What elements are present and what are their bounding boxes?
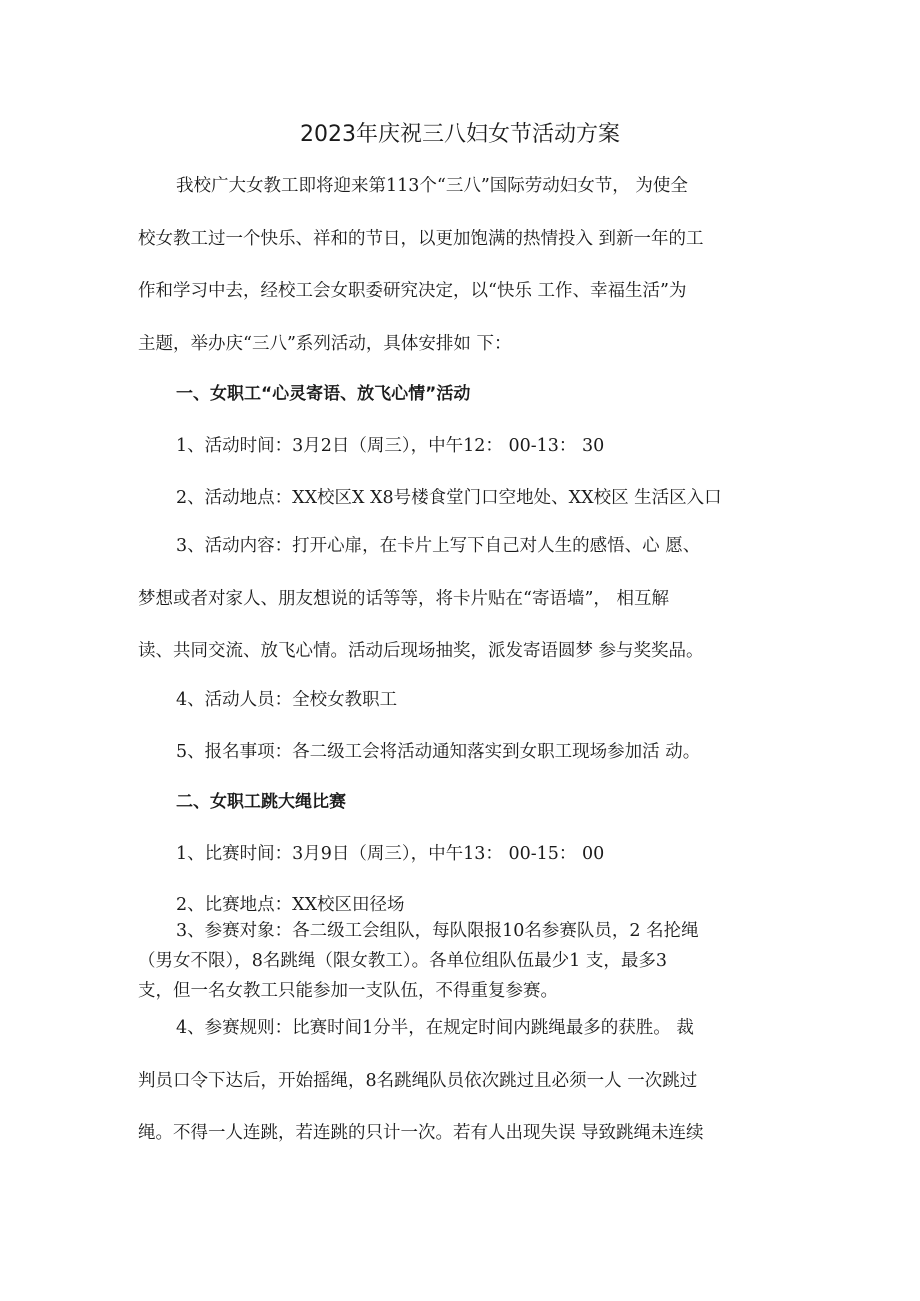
participants-line: 3、参赛对象：各二级工会组队，每队限报10名参赛队员，2 名抡绳 bbox=[176, 921, 699, 941]
section2-heading: 二、女职工跳大绳比赛 bbox=[176, 792, 346, 812]
rules-line: 4、参赛规则：比赛时间1分半，在规定时间内跳绳最多的获胜。 裁 bbox=[176, 1018, 694, 1038]
rules-line: 判员口令下达后，开始摇绳，8名跳绳队员依次跳过且必须一人 一次跳过 bbox=[138, 1070, 698, 1091]
intro-line: 主题，举办庆“三八”系列活动，具体安排如 下： bbox=[138, 333, 512, 354]
section2-item-location: 2、比赛地点：XX校区田径场 bbox=[176, 895, 405, 915]
intro-paragraph bbox=[138, 160, 798, 370]
section1-item-content bbox=[138, 520, 798, 678]
participants-line: 支，但一名女教工只能参加一支队伍，不得重复参赛。 bbox=[138, 981, 558, 1001]
content-line: 读、共同交流、放飞心情。活动后现场抽奖，派发寄语圆梦 参与奖奖品。 bbox=[138, 641, 704, 661]
intro-line: 作和学习中去，经校工会女职委研究决定，以“快乐 工作、幸福生活”为 bbox=[138, 281, 687, 301]
section2-item-rules bbox=[138, 1002, 798, 1160]
section1-item-time: 1、活动时间：3月2日（周三），中午12： 00-13： 30 bbox=[176, 436, 605, 456]
rules-line: 绳。不得一人连跳，若连跳的只计一次。若有人出现失误 导致跳绳未连续 bbox=[138, 1123, 704, 1143]
document-title: 2023年庆祝三八妇女节活动方案 bbox=[300, 122, 620, 147]
intro-line: 校女教工过一个快乐、祥和的节日，以更加饱满的热情投入 到新一年的工 bbox=[138, 228, 704, 249]
intro-line: 我校广大女教工即将迎来第113个“三八”国际劳动妇女节， 为使全 bbox=[176, 176, 688, 196]
section2-item-time: 1、比赛时间：3月9日（周三），中午13： 00-15： 00 bbox=[176, 844, 605, 864]
section1-item-registration: 5、报名事项：各二级工会将活动通知落实到女职工现场参加活 动。 bbox=[176, 742, 701, 762]
section2-item-participants bbox=[138, 916, 798, 1006]
section1-item-participants: 4、活动人员：全校女教职工 bbox=[176, 690, 398, 710]
content-line: 3、活动内容：打开心扉，在卡片上写下自己对人生的感悟、心 愿、 bbox=[176, 536, 701, 556]
participants-line: （男女不限），8名跳绳（限女教工）。各单位组队伍最少1 支，最多3 bbox=[138, 951, 667, 971]
section1-item-location: 2、活动地点：XX校区X X8号楼食堂门口空地处、XX校区 生活区入口 bbox=[176, 488, 722, 508]
section1-heading: 一、女职工“心灵寄语、放飞心情”活动 bbox=[176, 384, 471, 404]
content-line: 梦想或者对家人、朋友想说的话等等，将卡片贴在“寄语墙”， 相互解 bbox=[138, 588, 669, 609]
